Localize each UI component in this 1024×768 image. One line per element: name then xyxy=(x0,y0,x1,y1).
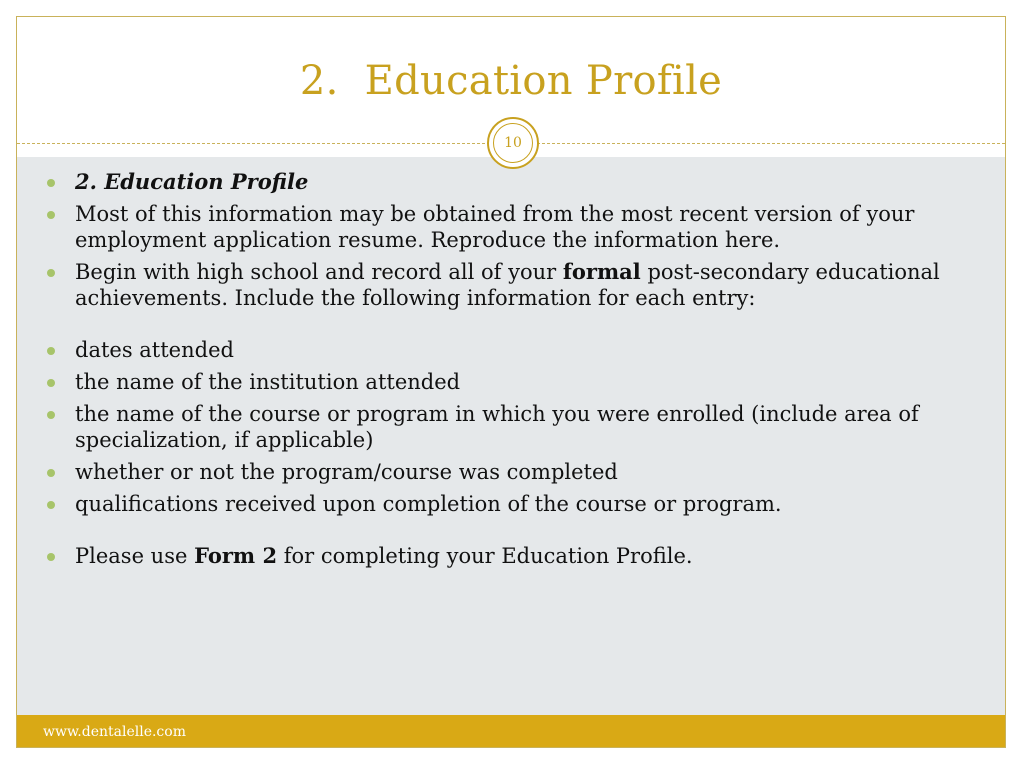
section-heading: 2. Education Profile xyxy=(75,169,309,194)
list-item xyxy=(45,259,965,311)
slide xyxy=(16,16,1006,748)
bullet-dot-icon xyxy=(47,469,55,477)
page-number-badge xyxy=(487,117,539,169)
slide-title: 2. Education Profile xyxy=(299,58,723,104)
list-item xyxy=(45,459,965,485)
bullet-dot-icon xyxy=(47,211,55,219)
list-item xyxy=(45,201,965,253)
list-item-text: for completing your Education Profile. xyxy=(277,544,693,568)
bullet-list xyxy=(45,169,965,575)
bullet-dot-icon xyxy=(47,347,55,355)
list-item xyxy=(45,169,965,195)
bullet-dot-icon xyxy=(47,501,55,509)
bullet-dot-icon xyxy=(47,269,55,277)
bullet-dot-icon xyxy=(47,553,55,561)
emphasis-text: formal xyxy=(562,259,641,284)
list-item-text: dates attended xyxy=(75,338,234,362)
list-item-text: qualifications received upon completion of the course or program. xyxy=(75,492,782,516)
list-item xyxy=(45,543,965,569)
list-item xyxy=(45,491,965,517)
footer-url: www.dentalelle.com xyxy=(43,724,186,740)
list-item-text: the name of the course or program in which you were enrolled (include area of specialization, if applicable) xyxy=(75,402,919,452)
list-item xyxy=(45,337,965,363)
list-item-text: whether or not the program/course was completed xyxy=(75,460,618,484)
list-item-text: the name of the institution attended xyxy=(75,370,461,394)
emphasis-text: Form 2 xyxy=(194,543,278,568)
list-item-text: Most of this information may be obtained from the most recent version of your employment application resume. Reproduce the information here. xyxy=(75,202,915,252)
list-item xyxy=(45,369,965,395)
page-number: 10 xyxy=(493,123,533,163)
footer-bar xyxy=(17,715,1005,748)
bullet-dot-icon xyxy=(47,379,55,387)
list-item xyxy=(45,401,965,453)
bullet-dot-icon xyxy=(47,179,55,187)
list-item-text: Please use xyxy=(75,544,195,568)
list-item-text: post-secondary educational achievements. Include the following information for each entry: xyxy=(75,260,940,310)
bullet-dot-icon xyxy=(47,411,55,419)
list-item-text: Begin with high school and record all of your xyxy=(75,260,563,284)
